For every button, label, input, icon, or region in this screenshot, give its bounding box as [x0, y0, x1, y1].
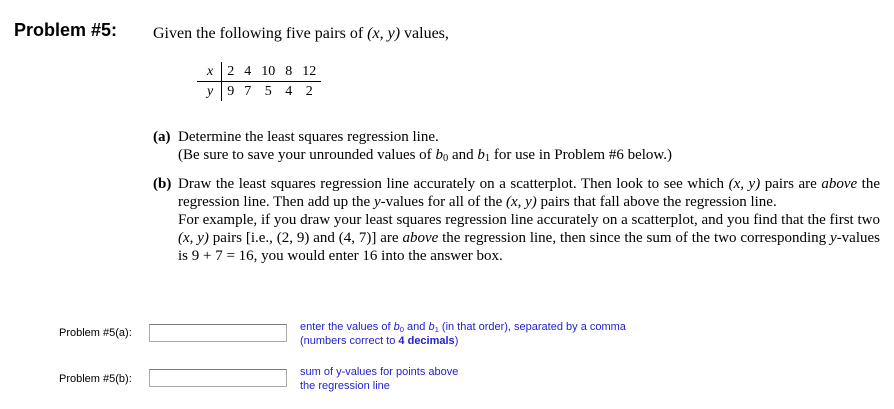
answer-input-5a[interactable] — [149, 324, 287, 342]
hint-5a — [300, 320, 626, 348]
t2: (x, y) — [728, 176, 761, 192]
x-header: x — [197, 62, 222, 82]
hint-5a-mid: (in that order), separated by a comma — [438, 321, 626, 333]
part-a-line2-prefix: (Be sure to save your unrounded values of — [178, 147, 436, 163]
part-a-line2-suffix: for use in Problem #6 below.) — [490, 147, 673, 163]
field-label-5b: Problem #5(b): — [59, 373, 132, 385]
intro-pair: (x, y) — [367, 25, 401, 42]
t8: (x, y) — [505, 194, 537, 210]
subscript-0: 0 — [399, 325, 404, 334]
y-cell: 2 — [305, 83, 313, 99]
subscript-0: 0 — [442, 153, 449, 164]
hint-5a-line2-suffix: ) — [454, 335, 459, 347]
x-cell: 4 — [239, 62, 256, 82]
part-b — [153, 175, 881, 264]
hint-5a-bold: 4 decimals — [398, 335, 455, 347]
subscript-1: 1 — [484, 153, 491, 164]
y-cell: 5 — [264, 83, 272, 99]
part-b-label: (b) — [153, 176, 172, 192]
y-cell: 4 — [285, 83, 293, 99]
x-cell: 2 — [222, 62, 240, 82]
part-a — [153, 128, 853, 164]
table-row-x — [197, 62, 321, 82]
intro-prefix: Given the following five pairs of — [153, 25, 368, 42]
t9: pairs that fall above the regression line. — [536, 194, 777, 210]
hint-5a-line2 — [300, 334, 626, 348]
b-symbol: b — [428, 321, 435, 333]
subscript-1: 1 — [434, 325, 439, 334]
e1: For example, if you draw your least squares regression line accurately on a scatterplot, and you find that the first two — [178, 212, 880, 228]
hint-5a-and: and — [403, 321, 429, 333]
hint-5b-line2: the regression line — [300, 380, 390, 392]
e6: y — [830, 230, 837, 246]
table-row-y — [197, 82, 321, 102]
hint-5a-line2-prefix: (numbers correct to — [300, 335, 399, 347]
x-cell: 10 — [256, 62, 280, 82]
b-symbol: b — [393, 321, 400, 333]
field-label-5a: Problem #5(a): — [59, 327, 132, 339]
hint-5a-line1 — [300, 320, 626, 334]
b-symbol: b — [435, 147, 443, 163]
hint-5b-line1: sum of y-values for points above — [300, 366, 459, 378]
x-cell: 12 — [297, 62, 321, 82]
hint-5a-prefix: enter the values of — [300, 321, 394, 333]
problem-title: Problem #5: — [14, 20, 118, 40]
e7: -values is 9 + 7 = 16, you would enter 16 into the answer box. — [178, 230, 881, 264]
t5: the regression line. Then add up the — [178, 176, 881, 210]
hint-5b — [300, 365, 458, 393]
intro-suffix: values, — [400, 25, 449, 42]
e2: (x, y) — [178, 230, 209, 246]
part-a-line1: Determine the least squares regression line. — [178, 129, 439, 145]
e3: pairs [i.e., (2, 9) and (4, 7)] are — [208, 230, 403, 246]
e4: above — [402, 230, 439, 246]
x-cell: 8 — [280, 62, 297, 82]
t3: pairs are — [760, 176, 822, 192]
t4: above — [821, 176, 858, 192]
y-header: y — [197, 82, 222, 102]
t6: y — [373, 194, 381, 210]
problem-intro — [153, 25, 449, 43]
t7: -values for all of the — [380, 194, 506, 210]
part-a-label: (a) — [153, 129, 171, 145]
part-b-example — [178, 211, 880, 265]
e5: the regression line, then since the sum of the two corresponding — [438, 230, 831, 246]
answer-input-5b[interactable] — [149, 369, 287, 387]
part-a-text — [178, 128, 672, 164]
y-cell: 9 — [227, 83, 235, 99]
part-b-instructions — [178, 175, 880, 211]
b-symbol: b — [477, 147, 485, 163]
xy-values-table — [197, 62, 321, 101]
t1: Draw the least squares regression line accurately on a scatterplot. Then look to see which — [178, 176, 729, 192]
y-cell: 7 — [244, 83, 252, 99]
part-a-line2 — [178, 146, 672, 164]
part-b-text — [178, 175, 880, 265]
and-text: and — [448, 147, 478, 163]
